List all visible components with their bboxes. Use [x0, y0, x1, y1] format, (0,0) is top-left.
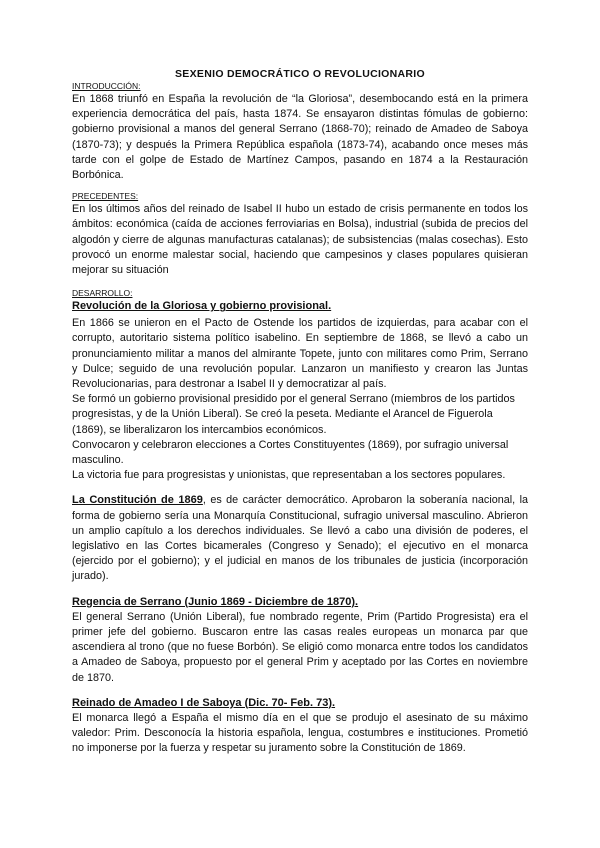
gloriosa-paragraph-2: Se formó un gobierno provisional presidido por el general Serrano (miembros de los partidos progresistas, y de la Unión Liberal). Se creó la peseta. Mediante el Arancel de Figuerola (1869), se liberalizaron los intercambios económicos. — [72, 393, 515, 436]
constitucion-paragraph — [72, 493, 528, 584]
constitucion-text: , es de carácter democrático. Aprobaron la soberanía nacional, la forma de gobierno sería una Monarquía Constitucional, sufragio universal masculino. Abrieron un amplio capítulo a los derechos individuales. Se llevó a cabo una división de poderes, el legislativo en las Cortes bicamerales (Congreso y Senado); el ejecutivo en el monarca (ejercido por el gobierno); y el judicial en manos de los tribunales de justicia (incorporación jurado). — [72, 494, 528, 583]
intro-paragraph: En 1868 triunfó en España la revolución de “la Gloriosa”, desembocando está en la primera experiencia democrática del país, hasta 1874. Se ensayaron distintas fómulas de gobierno: gobierno provisional a manos del general Serrano (1868-70); reinado de Amadeo de Saboya (1870-73); y después la Primera República española (1873-74), acabando once meses más tarde con el golpe de Estado de Martínez Campos, pasando en 1874 a la Restauración Borbónica. — [72, 93, 528, 182]
precedentes-paragraph: En los últimos años del reinado de Isabel II hubo un estado de crisis permanente en todos los ámbitos: económica (caída de acciones ferroviarias en Bolsa), industrial (subida de precios del algodón y cierre de algunas manufacturas catalanas); de subsistencias (malas cosechas). Esto provocó un enorme malestar social, haciendo que campesinos y clases populares quisieran mejorar su situación — [72, 203, 528, 277]
gloriosa-paragraph-3: Convocaron y celebraron elecciones a Cortes Constituyentes (1869), por sufragio universal masculino. — [72, 438, 509, 467]
intro-label: INTRODUCCIÓN: — [72, 81, 141, 91]
amadeo-paragraph: El monarca llegó a España el mismo día en el que se produjo el asesinato de su máximo valedor: Prim. Desconocía la historia española, lengua, costumbres e instituciones. Prometió no imponerse por la fuerza y respetar su juramento sobre la Constitución de 1869. — [72, 711, 528, 755]
section-heading-gloriosa: Revolución de la Gloriosa y gobierno provisional. — [72, 300, 332, 313]
document-body — [72, 68, 528, 756]
gloriosa-paragraph-1: En 1866 se unieron en el Pacto de Ostende los partidos de izquierdas, para acabar con el corrupto, autoritario sistema político isabelino. En septiembre de 1868, se llevó a cabo un pronunciamiento militar a manos del almirante Topete, junto con militares como Prim, Serrano y Dulce; seguido de una revolución popular. Lanzaron un manifiesto y crearon las Juntas Revolucionarias, para destronar a Isabel II y democratizar al país. — [72, 317, 528, 391]
section-heading-regencia: Regencia de Serrano (Junio 1869 - Diciembre de 1870). — [72, 595, 359, 608]
document-title: SEXENIO DEMOCRÁTICO O REVOLUCIONARIO — [175, 68, 425, 80]
desarrollo-label: DESARROLLO: — [72, 288, 133, 299]
precedentes-label: PRECEDENTES: — [72, 191, 139, 202]
regencia-paragraph: El general Serrano (Unión Liberal), fue nombrado regente, Prim (Partido Progresista) era el primer jefe del gobierno. Buscaron entre las casas reales europeas un monarca par que ascendiera al trono (que no fuese Borbón). Se eligió como monarca entre todos los candidatos a Amadeo de Saboya, propuesto por el general Prim y aceptado por las Cortes en noviembre de 1870. — [72, 610, 528, 684]
gloriosa-paragraph-4: La victoria fue para progresistas y unionistas, que representaban a los sectores populares. — [72, 469, 506, 482]
section-heading-constitucion: La Constitución de 1869 — [72, 494, 203, 507]
section-heading-amadeo: Reinado de Amadeo I de Saboya (Dic. 70- Feb. 73). — [72, 696, 336, 709]
